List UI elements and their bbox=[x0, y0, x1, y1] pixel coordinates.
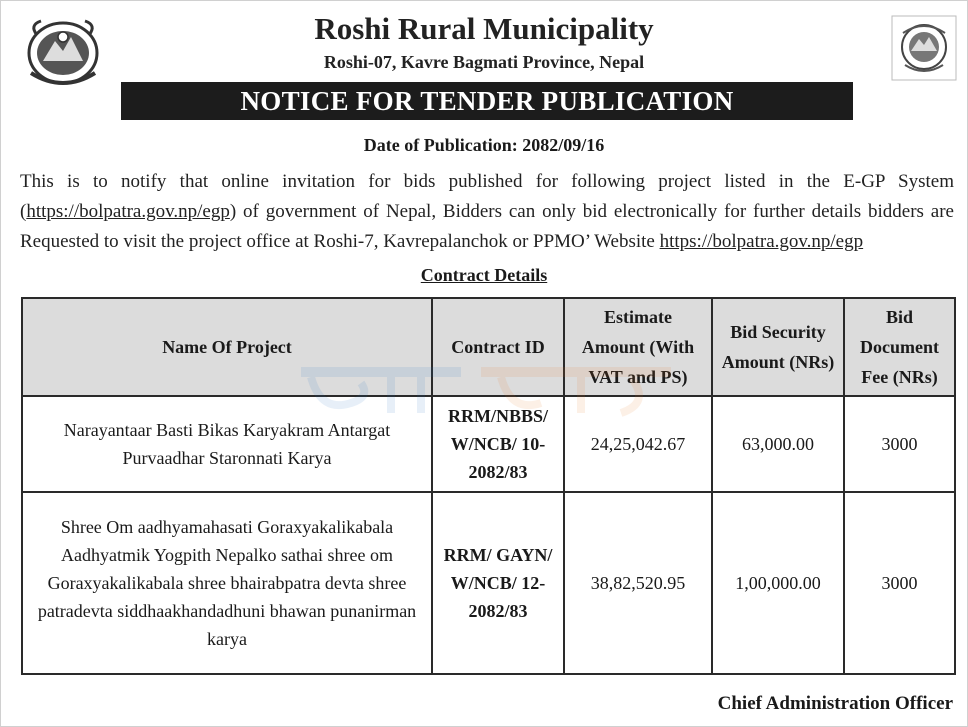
project-name-cell: Shree Om aadhyamahasati Goraxyakalikabala Aadhyatmik Yogpith Nepalko sathai shree om Goraxyakalikabala shree bhairabpatra devta shree patradevta siddhaakhandadhuni bhawan punanirman karya bbox=[22, 492, 432, 674]
contract-id-cell: RRM/ GAYN/ W/NCB/ 12-2082/83 bbox=[432, 492, 564, 674]
notice-banner: NOTICE FOR TENDER PUBLICATION bbox=[121, 82, 853, 120]
bid-security-cell: 1,00,000.00 bbox=[712, 492, 844, 674]
contract-details-heading: Contract Details bbox=[420, 265, 548, 285]
publication-date: Date of Publication: 2082/09/16 bbox=[363, 135, 605, 155]
bid-security-cell: 63,000.00 bbox=[712, 396, 844, 492]
header-document-fee: Bid Document Fee (NRs) bbox=[844, 298, 955, 396]
document-fee-cell: 3000 bbox=[844, 396, 955, 492]
estimate-cell: 38,82,520.95 bbox=[564, 492, 712, 674]
document-fee-cell: 3000 bbox=[844, 492, 955, 674]
header-bid-security: Bid Security Amount (NRs) bbox=[712, 298, 844, 396]
egp-link[interactable]: https://bolpatra.gov.np/egp bbox=[26, 201, 230, 222]
header-contract-id: Contract ID bbox=[432, 298, 564, 396]
notice-text-1: This is to notify that online invitation for bids published for following project listed in the E-GP System ( bbox=[20, 171, 954, 222]
notice-paragraph bbox=[20, 167, 954, 257]
municipality-address: Roshi-07, Kavre Bagmati Province, Nepal bbox=[323, 52, 645, 72]
estimate-cell: 24,25,042.67 bbox=[564, 396, 712, 492]
table-header-row bbox=[22, 298, 955, 396]
table-row bbox=[22, 396, 955, 492]
notice-text-2: ) of government of Nepal, Bidders can only bid electronically for further details bidders are Requested to visit the project office at Roshi-7, Kavrepalanchok or PPMO’ Website bbox=[20, 201, 954, 252]
project-name-cell: Narayantaar Basti Bikas Karyakram Antargat Purvaadhar Staronnati Karya bbox=[22, 396, 432, 492]
header-project: Name Of Project bbox=[22, 298, 432, 396]
municipality-name: Roshi Rural Municipality bbox=[314, 11, 654, 46]
contract-table bbox=[21, 297, 956, 675]
table-row bbox=[22, 492, 955, 674]
contract-id-cell: RRM/NBBS/ W/NCB/ 10-2082/83 bbox=[432, 396, 564, 492]
header-estimate: Estimate Amount (With VAT and PS) bbox=[564, 298, 712, 396]
ppmo-website-link[interactable]: https://bolpatra.gov.np/egp bbox=[659, 231, 864, 252]
signature-title: Chief Administration Officer bbox=[717, 693, 953, 714]
